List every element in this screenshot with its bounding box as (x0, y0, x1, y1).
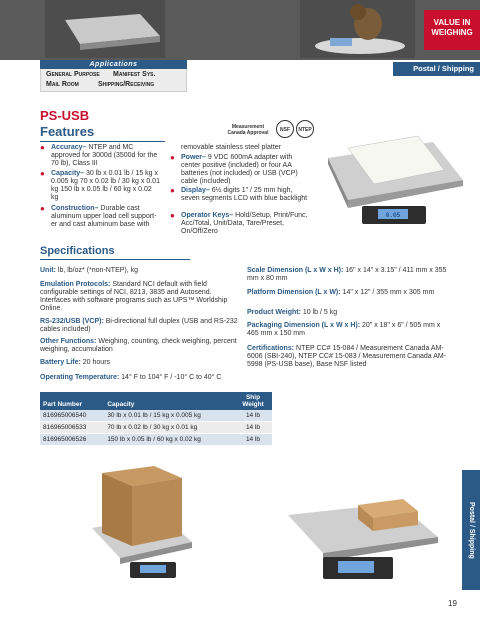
feature-item (170, 187, 310, 203)
scale-with-envelope-photo (318, 118, 468, 228)
bullet-icon: ● (170, 211, 175, 220)
spec-item (40, 338, 240, 354)
application-item: General Purpose (46, 71, 100, 78)
feature-label: Capacity– (51, 170, 85, 177)
specifications-heading: Specifications (40, 245, 115, 257)
spec-item (40, 267, 240, 275)
badge-line-2: WEIGHING (431, 28, 473, 37)
feature-label: Accuracy– (51, 144, 87, 151)
table-row (40, 422, 272, 434)
spec-text: Bi-directional full duplex (USB and RS-232 cables included) (40, 318, 238, 333)
spec-label: Emulation Protocols: (40, 281, 111, 288)
category-bar: Postal / Shipping (393, 62, 480, 76)
col-header: Ship Weight (234, 392, 272, 410)
features-heading: Features (40, 124, 95, 139)
ship-weight-cell: 14 lb (234, 422, 272, 434)
part-number-cell: 816965006533 (40, 422, 104, 434)
application-item: Shipping/Receiving (98, 81, 155, 88)
feature-item (40, 144, 160, 168)
feature-item (40, 205, 160, 229)
spec-text: lb, lb/oz* (*non-NTEP), kg (55, 267, 139, 274)
applications-title: Applications (40, 60, 187, 69)
ship-weight-cell: 14 lb (234, 410, 272, 422)
feature-text: 6½ digits 1" / 25 mm high, seven segments LCD with blue backlight (181, 187, 308, 202)
part-number-cell: 816965006526 (40, 434, 104, 446)
table-row (40, 434, 272, 446)
feature-text: Hold/Setup, Print/Func, Acc/Total, Unit/Data, Tare/Preset, On/Off/Zero (181, 212, 308, 235)
spec-text: 20 hours (80, 359, 111, 366)
spec-text: 14" x 12" / 355 mm x 305 mm (340, 289, 435, 296)
feature-text: 9 VDC 600mA adapter with center positive (included) or four AA batteries (not included) or USB (VCP) cable (included) (181, 154, 298, 185)
spec-label: Certifications: (247, 345, 295, 352)
spec-item (247, 345, 447, 369)
spec-item (40, 318, 240, 334)
spec-label: Unit: (40, 267, 56, 274)
side-tab-label: Postal / Shipping (468, 501, 475, 559)
display-readout: 0.05 (385, 212, 401, 219)
feature-item (170, 212, 310, 236)
ntep-logo: NTEP (296, 120, 314, 138)
feature-item (40, 170, 160, 202)
bullet-icon: ● (170, 153, 175, 162)
feature-label: Display– (181, 187, 210, 194)
features-divider (40, 141, 165, 142)
spec-item (247, 289, 447, 297)
feature-text: Durable cast aluminum upper load cell support- er and cast aluminum base with (51, 205, 157, 228)
col-header: Capacity (104, 392, 234, 410)
spec-label: Scale Dimension (L x W x H): (247, 267, 344, 274)
spec-item (247, 309, 447, 317)
spec-text: 16" x 14" x 3.15" / 411 mm x 355 mm x 80 mm (247, 267, 447, 282)
application-item: Manifest Sys. (113, 71, 156, 78)
bullet-icon: ● (40, 143, 45, 152)
spec-label: RS-232/USB (VCP): (40, 318, 104, 325)
spec-text: NTEP CC# 15-084 / Measurement Canada AM-6006 (SBI-240), NTEP CC# 15-083 / Measurement Canada AM-5998 (PS-USB base), Base NSF listed (247, 345, 447, 368)
spec-label: Battery Life: (40, 359, 81, 366)
bullet-icon: ● (40, 204, 45, 213)
part-number-table (40, 392, 272, 446)
spec-item (40, 374, 270, 382)
spec-label: Other Functions: (40, 338, 97, 345)
nsf-logo: NSF (276, 120, 294, 138)
spec-label: Operating Temperature: (40, 374, 120, 381)
spec-item (40, 359, 240, 367)
spec-item (40, 281, 240, 313)
feature-item (170, 154, 310, 186)
table-row (40, 410, 272, 422)
model-name: PS-USB (40, 108, 90, 123)
feature-label: Operator Keys– (181, 212, 234, 219)
capacity-cell: 70 lb x 0.02 lb / 30 kg x 0.01 kg (104, 422, 234, 434)
spec-item (247, 322, 447, 338)
spec-label: Platform Dimension (L x W): (247, 289, 341, 296)
measurement-canada-logo: Measurement Canada Approval (227, 124, 269, 136)
scale-with-small-box-photo (268, 475, 453, 585)
part-number-cell: 816965006540 (40, 410, 104, 422)
spec-text: Weighing, counting, check weighing, percent weighing, accumulation (40, 338, 237, 353)
spec-text: Standard NCI default with field configurable settings of NCI, 8213, 3835 and Autosend. Interfaces with software programs such as UPS™ Worldship Online. (40, 281, 228, 312)
feature-continuation: removable stainless steel platter (181, 144, 281, 151)
feature-text: 30 lb x 0.01 lb / 15 kg x 0.005 kg 70 x 0.02 lb / 30 kg x 0.01 kg 150 lb x 0.05 lb / 60 kg x 0.02 kg (51, 170, 160, 201)
capacity-cell: 150 lb x 0.05 lb / 60 kg x 0.02 kg (104, 434, 234, 446)
page-number: 19 (448, 599, 457, 608)
spec-label: Product Weight: (247, 309, 301, 316)
feature-label: Power– (181, 154, 206, 161)
scale-with-box-photo (72, 458, 202, 583)
ship-weight-cell: 14 lb (234, 434, 272, 446)
spec-label: Packaging Dimension (L x W x H): (247, 322, 361, 329)
feature-label: Construction– (51, 205, 99, 212)
bullet-icon: ● (40, 169, 45, 178)
scale-with-dog-photo (300, 0, 415, 58)
specifications-divider (40, 259, 190, 260)
value-in-weighing-badge (424, 10, 480, 50)
feature-text: NTEP and MC approved for 3000d (3500d for the 70 lb), Class III (51, 144, 158, 167)
spec-text: 20" x 18" x 6" / 505 mm x 465 mm x 150 mm (247, 322, 441, 337)
col-header: Part Number (40, 392, 104, 410)
spec-text: 14° F to 104° F / -10° C to 40° C (119, 374, 222, 381)
spec-text: 10 lb / 5 kg (300, 309, 338, 316)
spec-item (247, 267, 447, 283)
capacity-cell: 30 lb x 0.01 lb / 15 kg x 0.005 kg (104, 410, 234, 422)
scale-photo-top-left (45, 0, 165, 58)
badge-line-1: VALUE IN (433, 18, 471, 27)
application-item: Mail Room (46, 81, 79, 88)
bullet-icon: ● (170, 186, 175, 195)
